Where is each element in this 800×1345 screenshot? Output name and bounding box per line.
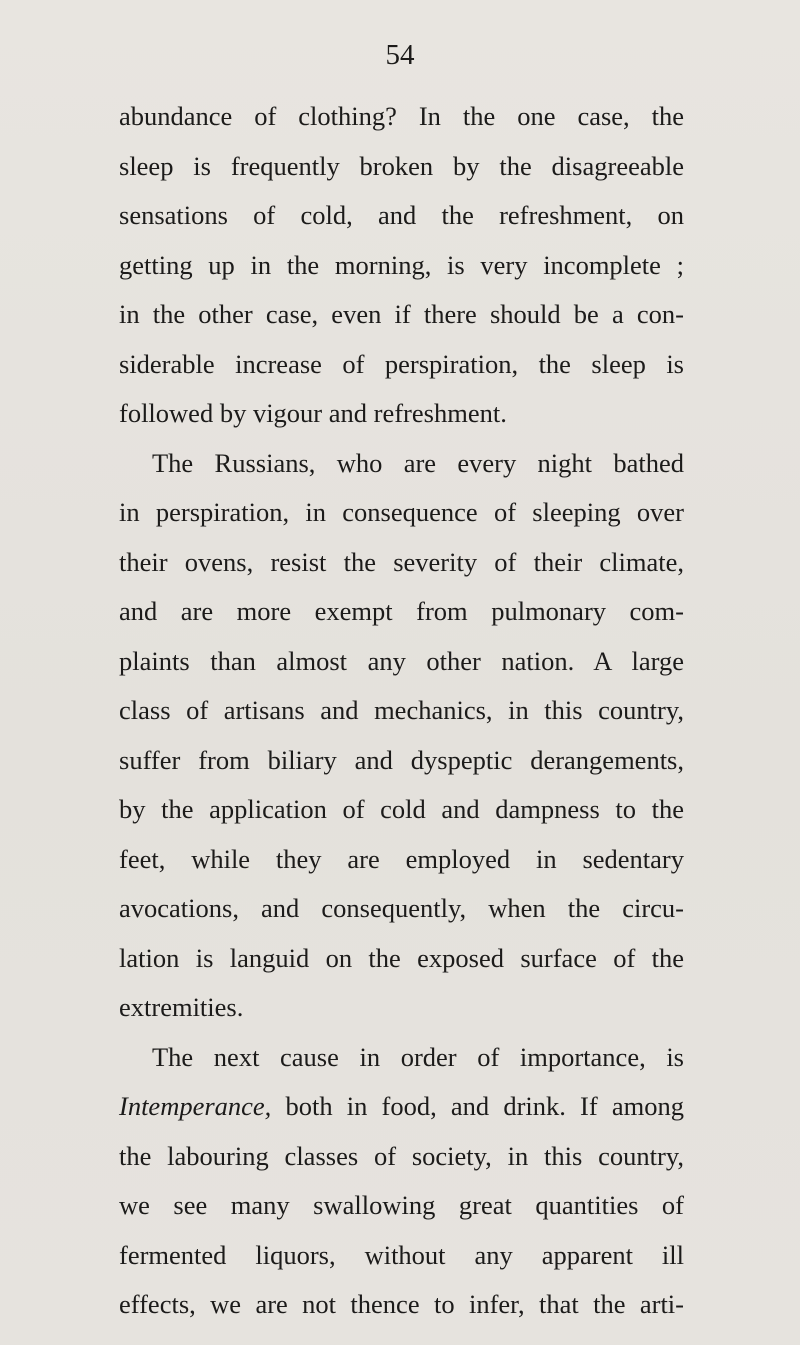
- text-line-16: feet, while they are employed in sedentary: [119, 843, 684, 874]
- text-line-1: abundance of clothing? In the one case, the: [119, 101, 684, 131]
- text-line-11: and are more exempt from pulmonary com-: [119, 596, 684, 626]
- text-line-24: fermented liquors, without any apparent ill: [119, 1239, 684, 1270]
- text-line-4: getting up in the morning, is very incomplete ;: [119, 249, 684, 280]
- text-line-8: The Russians, who are every night bathed: [152, 447, 684, 478]
- text-line-18: lation is languid on the exposed surface of the: [119, 942, 684, 973]
- text-line-10: their ovens, resist the severity of their climate,: [119, 546, 684, 577]
- text-line-13: class of artisans and mechanics, in this country,: [119, 695, 684, 725]
- text-line-19: extremities.: [119, 992, 244, 1022]
- text-line-20: The next cause in order of importance, is: [152, 1041, 684, 1072]
- text-line-25: effects, we are not thence to infer, that the arti-: [119, 1289, 684, 1319]
- text-line-5: in the other case, even if there should be a con-: [119, 299, 684, 329]
- italic-term: Intemperance,: [119, 1091, 272, 1121]
- text-line-23: we see many swallowing great quantities of: [119, 1190, 684, 1220]
- text-line-6: siderable increase of perspiration, the sleep is: [119, 348, 684, 379]
- text-line-21-rest: both in food, and drink. If among: [285, 1091, 684, 1121]
- text-line-12: plaints than almost any other nation. A large: [119, 645, 684, 676]
- text-line-22: the labouring classes of society, in this country,: [119, 1140, 684, 1171]
- text-line-9: in perspiration, in consequence of sleeping over: [119, 497, 684, 527]
- text-line-2: sleep is frequently broken by the disagreeable: [119, 150, 684, 181]
- text-line-3: sensations of cold, and the refreshment, on: [119, 200, 684, 230]
- page-number: 54: [385, 39, 415, 71]
- text-line-17: avocations, and consequently, when the circu-: [119, 893, 684, 923]
- text-line-7: followed by vigour and refreshment.: [119, 398, 507, 428]
- text-line-14: suffer from biliary and dyspeptic derangements,: [119, 744, 684, 775]
- text-line-21: [119, 1082, 684, 1132]
- page-body-text: [119, 92, 684, 1330]
- text-line-15: by the application of cold and dampness to the: [119, 794, 684, 824]
